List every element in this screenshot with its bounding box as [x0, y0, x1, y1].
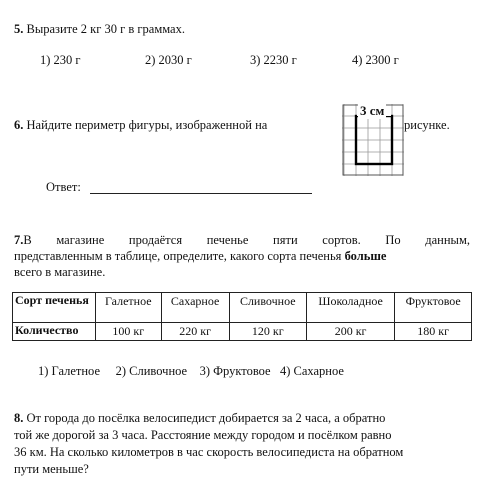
table-cell: 120 кг: [229, 323, 306, 341]
question-5-text: [14, 22, 185, 37]
table-cell: 180 кг: [395, 323, 472, 341]
question-6-prompt-left: Найдите периметр фигуры, изображенной на: [26, 118, 268, 132]
table-cell: Шоколадное: [306, 293, 395, 323]
q7-word: пяти: [273, 233, 298, 247]
table-cell: Сахарное: [161, 293, 229, 323]
q8-line1-text: От города до посёлка велосипедист добирается за 2 часа, а обратно: [26, 411, 386, 425]
question-8-line-1: [14, 411, 385, 426]
answer-label: Ответ:: [46, 180, 81, 194]
question-8-line-2: той же дорогой за 3 часа. Расстояние между городом и посёлком равно: [14, 428, 392, 442]
question-6-prompt-right: рисунке.: [404, 118, 450, 132]
q5-option-2: 2) 2030 г: [145, 53, 192, 67]
question-6-number: 6.: [14, 118, 24, 132]
q7-option-2: 2) Сливочное: [115, 364, 188, 378]
question-5-number: 5.: [14, 22, 24, 36]
q7-word: продаётся: [128, 233, 183, 247]
q5-option-3: 3) 2230 г: [250, 53, 297, 67]
question-8-line-4: пути меньше?: [14, 462, 89, 476]
question-7-line-2: [14, 249, 386, 264]
cookie-table: [12, 292, 472, 341]
q7-bold-word: больше: [344, 249, 387, 263]
table-cell: 100 кг: [96, 323, 162, 341]
figure-label: 3 см: [360, 103, 385, 118]
answer-line[interactable]: [90, 193, 312, 194]
table-cell: Сливочное: [229, 293, 306, 323]
q7-word: В: [23, 233, 32, 247]
question-8-number: 8.: [14, 411, 24, 425]
table-header-sort: Сорт печенья: [13, 293, 96, 323]
q7-word: печенье: [206, 233, 249, 247]
table-cell: Галетное: [96, 293, 162, 323]
q7-word: магазине: [56, 233, 105, 247]
table-cell: 200 кг: [306, 323, 395, 341]
question-6-text: [14, 118, 267, 133]
table-cell: 220 кг: [161, 323, 229, 341]
table-header-amount: Количество: [13, 323, 96, 341]
question-8-line-3: 36 км. На сколько километров в час скорость велосипедиста на обратном: [14, 445, 404, 459]
q7-option-3: 3) Фруктовое: [199, 364, 271, 378]
question-5-prompt: Выразите 2 кг 30 г в граммах.: [26, 22, 185, 36]
q7-line2-text: представленным в таблице, определите, какого сорта печенья: [14, 249, 345, 263]
q7-word: данным,: [425, 233, 470, 247]
q7-word: По: [385, 233, 401, 247]
question-7-number: 7.: [14, 233, 24, 247]
table-cell: Фруктовое: [395, 293, 472, 323]
q7-option-1: 1) Галетное: [38, 364, 100, 378]
q7-option-4: 4) Сахарное: [279, 364, 344, 378]
q5-option-4: 4) 2300 г: [352, 53, 399, 67]
table-row: [13, 293, 472, 323]
table-row: [13, 323, 472, 341]
q7-word: сортов.: [322, 233, 361, 247]
q5-option-1: 1) 230 г: [40, 53, 81, 67]
q7-options: [38, 364, 344, 379]
question-7-line-1: [14, 233, 470, 248]
question-7-line-3: всего в магазине.: [14, 265, 106, 279]
